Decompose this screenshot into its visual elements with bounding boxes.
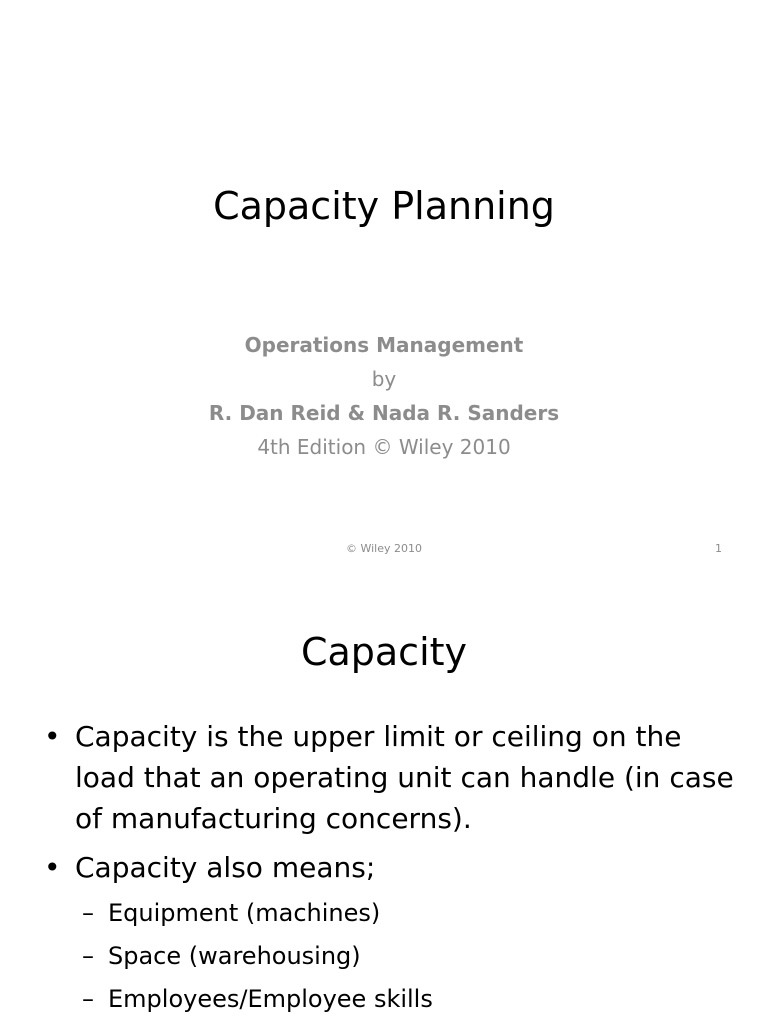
bullet-item — [44, 847, 744, 888]
slide-2 — [0, 576, 768, 1024]
sub-bullet-item — [44, 982, 744, 1017]
edition: 4th Edition © Wiley 2010 — [257, 435, 511, 459]
bullet-item — [44, 716, 744, 839]
slide-number: 1 — [715, 542, 722, 555]
bullet-marker: • — [44, 851, 61, 884]
footer-copyright: © Wiley 2010 — [345, 542, 422, 555]
authors: R. Dan Reid & Nada R. Sanders — [208, 401, 560, 425]
sub-bullet-marker: – — [82, 985, 94, 1013]
slide-subtitle — [0, 328, 768, 464]
slide-body — [44, 716, 744, 1025]
sub-bullet-item — [44, 939, 744, 974]
bullet-marker: • — [44, 720, 61, 753]
sub-bullet-text: Equipment (machines) — [108, 899, 381, 927]
sub-bullet-marker: – — [82, 899, 94, 927]
bullet-text: Capacity also means; — [75, 851, 376, 884]
sub-bullet-text: Space (warehousing) — [108, 942, 361, 970]
sub-bullet-text: Employees/Employee skills — [108, 985, 433, 1013]
bullet-text: Capacity is the upper limit or ceiling on the load that an operating unit can handle (in case of manufacturing concerns). — [75, 720, 734, 835]
by-line: by — [371, 367, 397, 391]
book-title: Operations Management — [244, 333, 524, 357]
slide-title: Capacity Planning — [213, 184, 555, 228]
sub-bullet-item — [44, 896, 744, 931]
slide-title: Capacity — [300, 630, 468, 674]
sub-bullet-marker: – — [82, 942, 94, 970]
